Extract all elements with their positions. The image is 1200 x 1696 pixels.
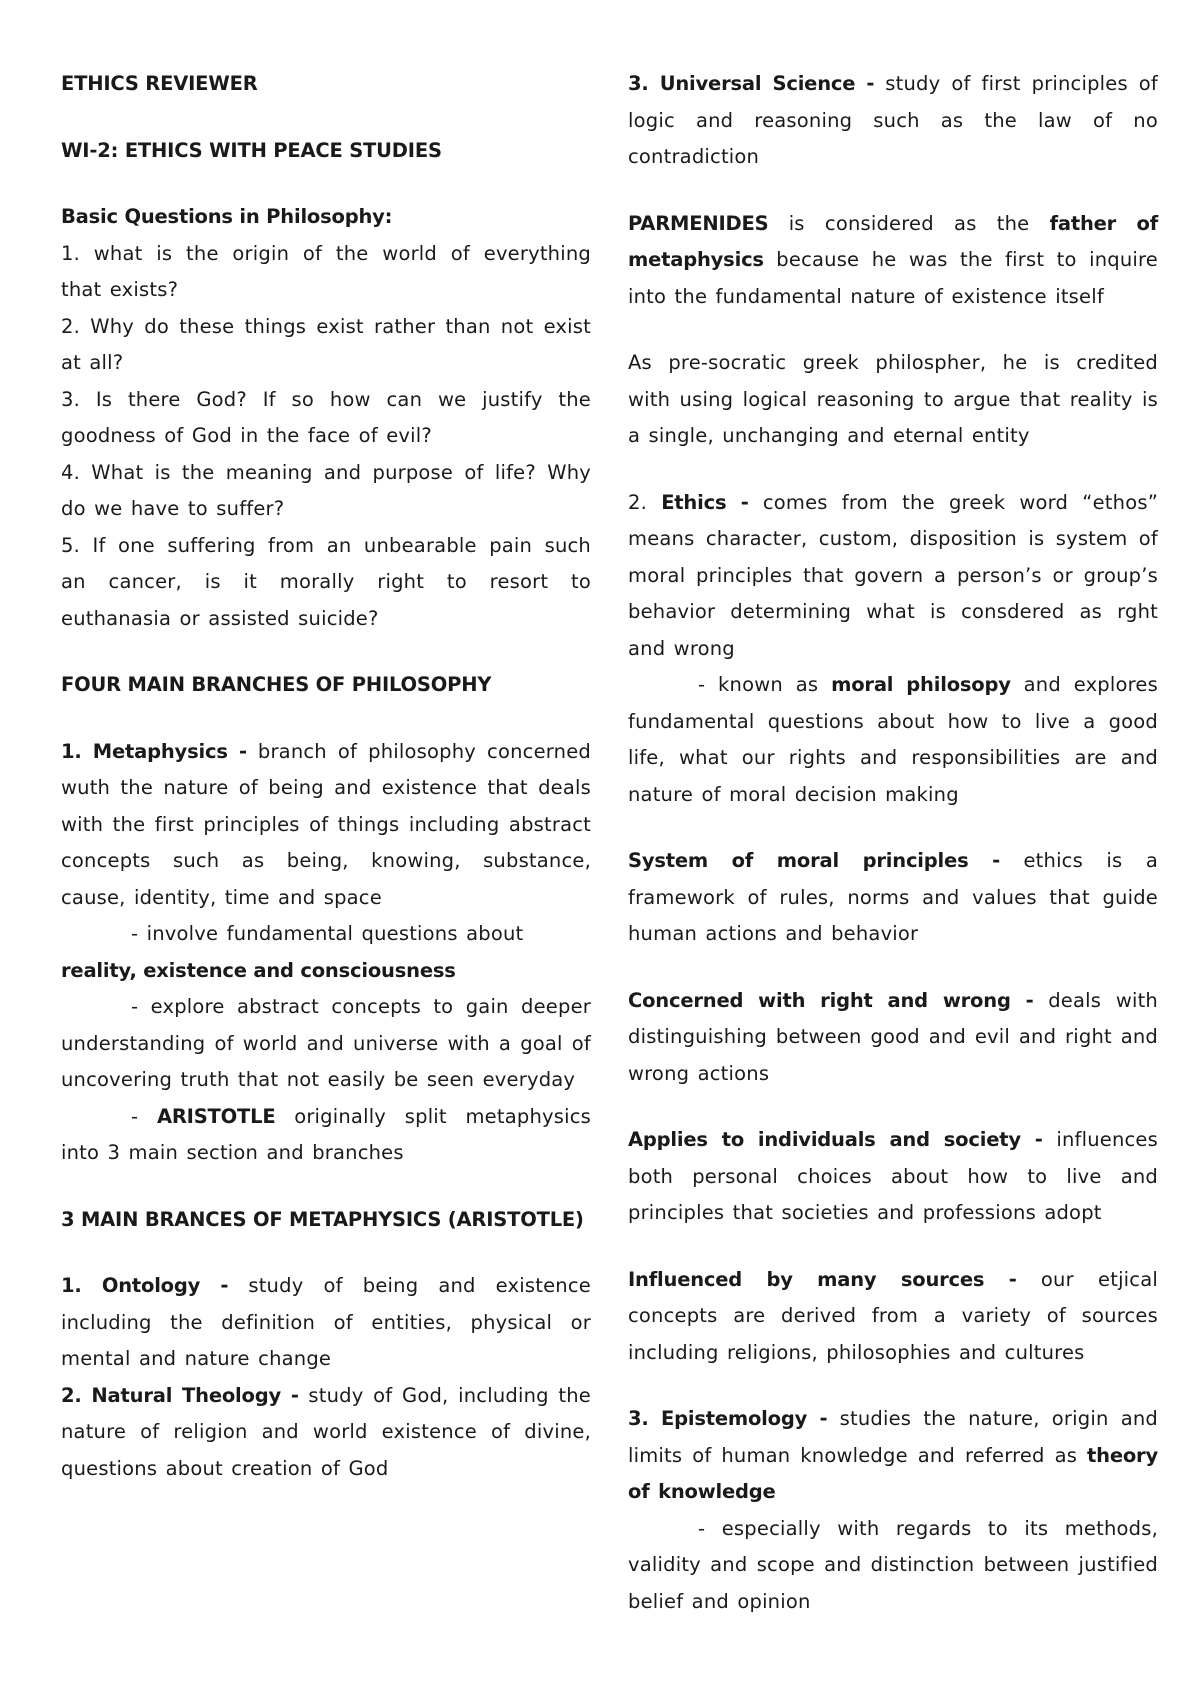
theology-definition: study of God, including the nature of religion and world existence of divine, questions about creation of God <box>61 1383 591 1480</box>
moral-philosophy-term: moral philosopy <box>831 673 1011 696</box>
question-2: 2. Why do these things exist rather than not exist at all? <box>61 314 591 374</box>
concerned-term: Concerned with right and wrong - <box>628 988 1034 1012</box>
concerned-paragraph: Concerned with right and wrong - deals with distinguishing between good and evil and right and wrong actions <box>628 988 1158 1085</box>
metaphysics-involve-bold: reality, existence and consciousness <box>61 958 456 982</box>
epistemology-paragraph: 3. Epistemology - studies the nature, origin and limits of human knowledge and referred as theory of knowledge <box>628 1407 1158 1503</box>
course-title: WI-2: ETHICS WITH PEACE STUDIES <box>61 138 442 162</box>
influenced-term: Influenced by many sources - <box>628 1267 1017 1291</box>
ontology-paragraph <box>61 1268 591 1378</box>
theology-paragraph <box>61 1378 591 1488</box>
theory-of-knowledge: theory of knowledge <box>628 1443 1158 1503</box>
right-column <box>628 66 1158 1620</box>
father-of-metaphysics: father of metaphysics <box>628 211 1158 271</box>
ethics-known-as: - known as moral philosopy and explores fundamental questions about how to live a good life, what our rights and responsibilities are and nature of moral decision making <box>628 673 1158 806</box>
parmenides-name: PARMENIDES <box>628 211 769 235</box>
metaphysics-paragraph <box>61 734 591 917</box>
document-title: ETHICS REVIEWER <box>61 72 258 95</box>
question-3: 3. Is there God? If so how can we justify the goodness of God in the face of evil? <box>61 387 591 447</box>
presocratic-paragraph: As pre-socratic greek philospher, he is credited with using logical reasoning to argue that reality is a single, unchanging and eternal entity <box>628 351 1158 447</box>
ethics-definition: comes from the greek word “ethos” means character, custom, disposition is system of moral principles that govern a person’s or group’s behavior determining what is consdered as rght and wrong <box>628 490 1158 660</box>
ethics-paragraph: 2. Ethics - comes from the greek word “ethos” means character, custom, disposition is system of moral principles that govern a person’s or group’s behavior determining what is consdered as rght and wrong <box>628 490 1158 660</box>
universal-science-term: 3. Universal Science - <box>628 72 875 95</box>
metaphysics-definition: branch of philosophy concerned wuth the nature of being and existence that deals with the first principles of things including abstract concepts such as being, knowing, substance, cause, identity, time and space <box>61 739 591 909</box>
left-column <box>61 66 591 1487</box>
influenced-paragraph: Influenced by many sources - our etjical concepts are derived from a variety of sources including religions, philosophies and cultures <box>628 1267 1158 1364</box>
ontology-term: 1. Ontology - <box>61 1274 229 1297</box>
system-term: System of moral principles - <box>628 849 1001 872</box>
metaphysics-explore: - explore abstract concepts to gain deeper understanding of world and universe with a goal of uncovering truth that not easily be seen everyday <box>61 995 591 1091</box>
aristotle-name: ARISTOTLE <box>156 1104 276 1128</box>
question-5: 5. If one suffering from an unbearable pain such an cancer, is it morally right to resort to euthanasia or assisted suicide? <box>61 533 591 630</box>
applies-paragraph: Applies to individuals and society - influences both personal choices about how to live and principles that societies and professions adopt <box>628 1128 1158 1224</box>
universal-science-definition: study of first principles of logic and reasoning such as the law of no contradiction <box>628 72 1158 168</box>
epistemology-more: - especially with regards to its methods, validity and scope and distinction between justified belief and opinion <box>628 1516 1158 1613</box>
meta-branches-heading: 3 MAIN BRANCES OF METAPHYSICS (ARISTOTLE) <box>61 1207 584 1231</box>
question-4: 4. What is the meaning and purpose of life? Why do we have to suffer? <box>61 460 591 520</box>
epistemology-term: 3. Epistemology - <box>628 1407 828 1430</box>
question-1: 1. what is the origin of the world of everything that exists? <box>61 241 591 301</box>
ethics-term: Ethics - <box>661 490 749 514</box>
theology-term: 2. Natural Theology - <box>61 1383 299 1407</box>
universal-science-paragraph <box>628 66 1158 176</box>
metaphysics-involve: - involve fundamental questions about <box>131 922 524 945</box>
applies-term: Applies to individuals and society - <box>628 1128 1043 1151</box>
metaphysics-term: 1. Metaphysics - <box>61 739 247 763</box>
basic-questions-heading: Basic Questions in Philosophy: <box>61 205 393 228</box>
ontology-definition: study of being and existence including the definition of entities, physical or mental and nature change <box>61 1274 591 1370</box>
system-paragraph: System of moral principles - ethics is a framework of rules, norms and values that guide human actions and behavior <box>628 849 1158 945</box>
metaphysics-aristotle: - ARISTOTLE originally split metaphysics into 3 main section and branches <box>61 1104 591 1164</box>
branches-heading: FOUR MAIN BRANCHES OF PHILOSOPHY <box>61 673 492 696</box>
parmenides-paragraph: PARMENIDES is considered as the father of metaphysics because he was the first to inquire into the fundamental nature of existence itself <box>628 211 1158 308</box>
